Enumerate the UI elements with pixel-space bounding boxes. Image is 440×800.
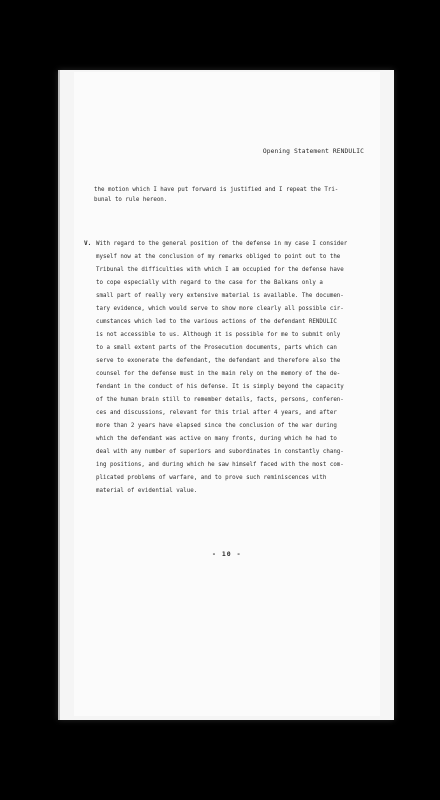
text-line: deal with any number of superiors and subordinates in constantly chang- [96, 449, 344, 455]
text-line: ing positions, and during which he saw himself faced with the most com- [96, 462, 344, 468]
text-line: tary evidence, which would serve to show more clearly all possible cir- [96, 306, 344, 312]
text-line: is not accessible to us. Although it is possible for me to submit only [96, 332, 341, 338]
text-line: which the defendant was active on many fronts, during which he had to [96, 436, 337, 442]
text-line: small part of really very extensive material is available. The documen- [96, 293, 344, 299]
text-line: to cope especially with regard to the case for the Balkans only a [96, 280, 323, 286]
document-page [74, 72, 380, 716]
text-line: fendant in the conduct of his defense. It is simply beyond the capacity [96, 384, 344, 390]
frame-edge [58, 70, 60, 720]
text-line: counsel for the defense must in the main rely on the memory of the de- [96, 371, 341, 377]
text-line: serve to exonerate the defendant, the defendant and therefore also the [96, 358, 341, 364]
text-line: material of evidential value. [96, 488, 198, 494]
text-line: Tribunal the difficulties with which I am occupied for the defense have [96, 267, 344, 273]
text-line: of the human brain still to remember details, facts, persons, conferen- [96, 397, 344, 403]
page-number: - 10 - [212, 550, 242, 558]
page-header: Opening Statement RENDULIC [262, 148, 364, 155]
text-line: ces and discussions, relevant for this trial after 4 years, and after [96, 410, 337, 416]
text-line: more than 2 years have elapsed since the conclusion of the war during [96, 423, 337, 429]
text-line: myself now at the conclusion of my remarks obliged to point out to the [96, 254, 341, 260]
text-line: With regard to the general position of the defense in my case I consider [96, 241, 348, 247]
text-line: cumstances which led to the various actions of the defendant RENDULIC [96, 319, 337, 325]
text-line: plicated problems of warfare, and to prove such reminiscences with [96, 475, 327, 481]
text-line: the motion which I have put forward is justified and I repeat the Tri- [94, 187, 339, 193]
section-marker: V. [84, 240, 92, 247]
text-line: to a small extent parts of the Prosecution documents, parts which can [96, 345, 337, 351]
text-line: bunal to rule hereon. [94, 197, 168, 203]
